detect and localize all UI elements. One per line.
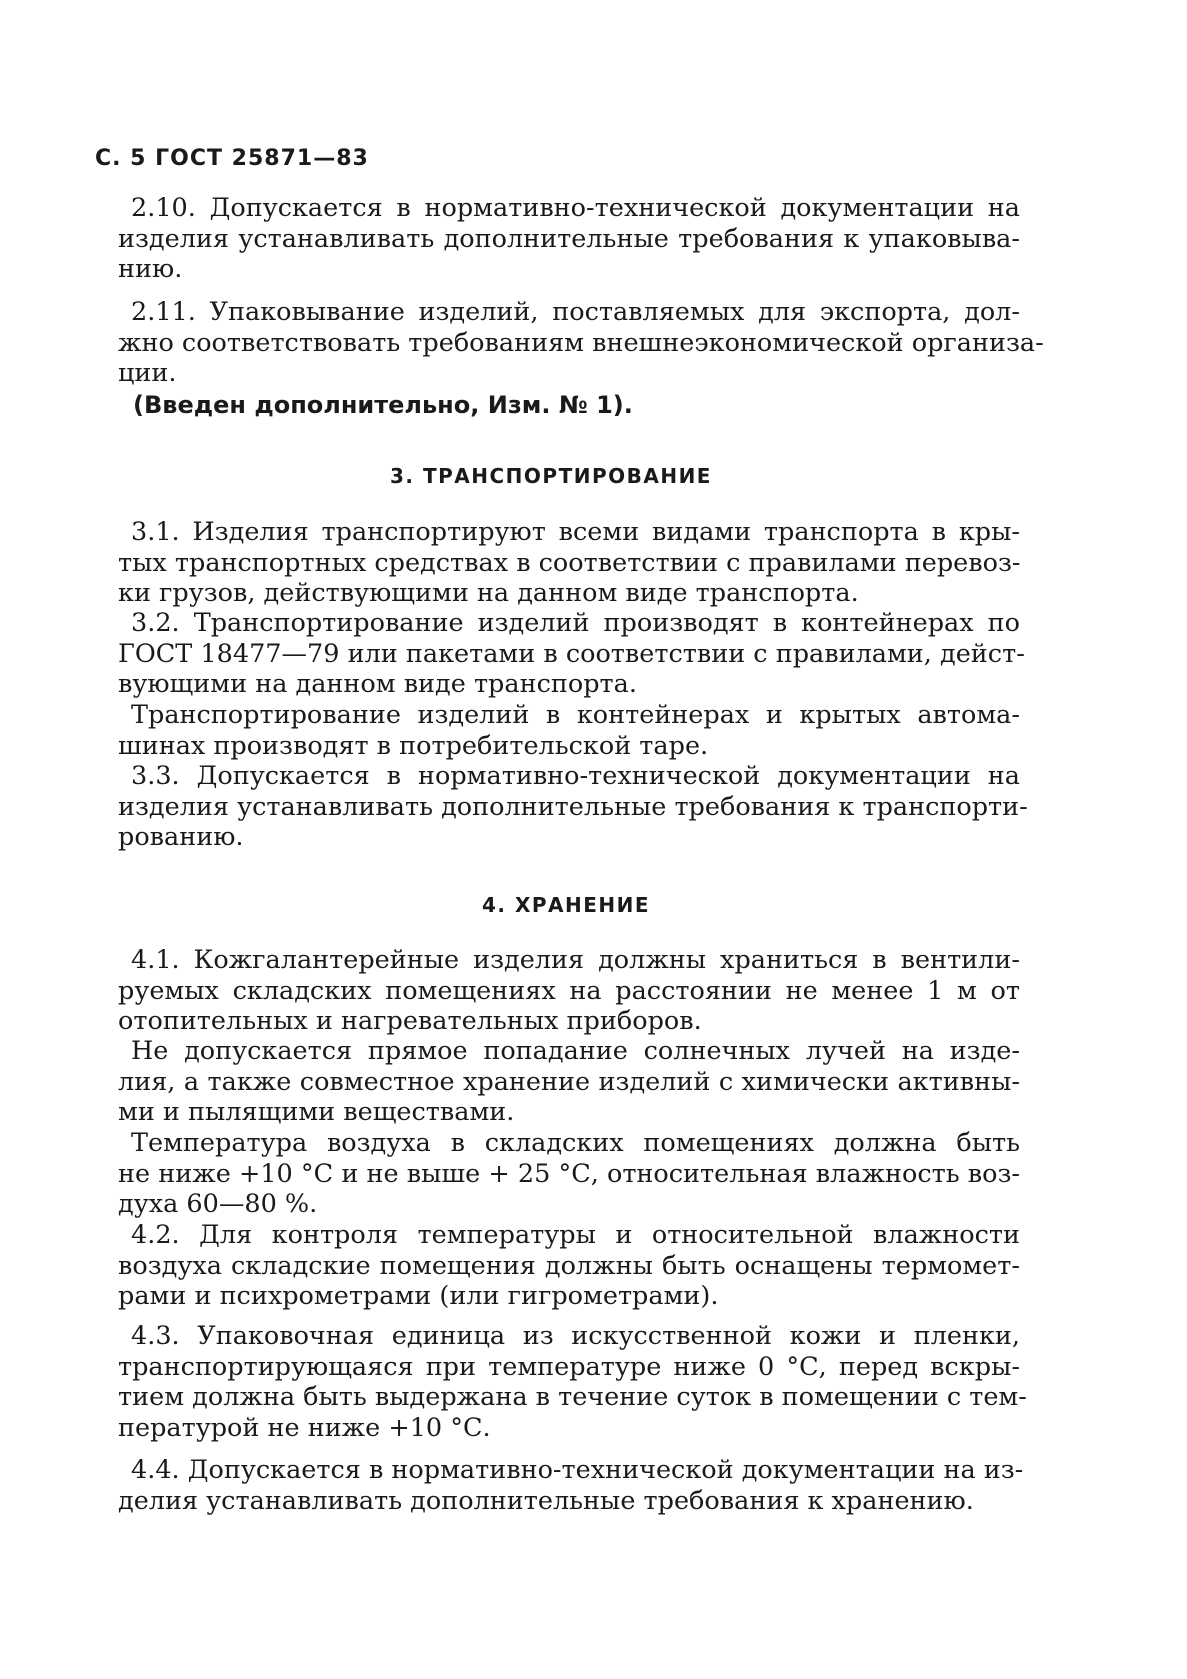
text-line: 2.11. Упаковывание изделий, поставляемых для экспорта, дол- bbox=[131, 297, 1020, 327]
text-line: изделия устанавливать дополнительные требования к транспорти- bbox=[118, 791, 1028, 822]
paragraph-4-1-temperature bbox=[118, 1128, 1020, 1220]
text-line: 3.3. Допускается в нормативно-технической документации на bbox=[131, 761, 1020, 791]
amendment-note: (Введен дополнительно, Изм. № 1). bbox=[133, 391, 633, 419]
paragraph-3-2-continued bbox=[118, 700, 1020, 761]
paragraph-3-2 bbox=[118, 608, 1025, 700]
text-line: нию. bbox=[118, 254, 183, 284]
text-line: делия устанавливать дополнительные требования к хранению. bbox=[118, 1485, 974, 1516]
paragraph-3-1 bbox=[118, 517, 1020, 609]
text-line: 2.10. Допускается в нормативно-технической документации на bbox=[131, 193, 1020, 223]
text-line: руемых складских помещениях на расстоянии не менее 1 м от bbox=[118, 975, 1020, 1006]
text-line: жно соответствовать требованиям внешнеэкономической организа- bbox=[118, 327, 1044, 358]
text-line: ки грузов, действующими на данном виде транспорта. bbox=[118, 578, 859, 608]
text-line: 4.4. Допускается в нормативно-технической документации на из- bbox=[131, 1455, 1024, 1485]
text-line: рованию. bbox=[118, 822, 244, 852]
section-title-storage: 4. ХРАНЕНИЕ bbox=[482, 893, 651, 917]
text-line: 3.2. Транспортирование изделий производят в контейнерах по bbox=[131, 608, 1020, 638]
text-line: тых транспортных средствах в соответствии с правилами перевоз- bbox=[118, 547, 1021, 578]
paragraph-4-1 bbox=[118, 945, 1020, 1037]
text-line: шинах производят в потребительской таре. bbox=[118, 730, 709, 761]
paragraph-4-2 bbox=[118, 1220, 1020, 1312]
text-line: Транспортирование изделий в контейнерах и крытых автома- bbox=[131, 700, 1020, 730]
paragraph-2-10 bbox=[118, 193, 1020, 285]
text-line: вующими на данном виде транспорта. bbox=[118, 669, 637, 699]
paragraph-4-1-sun bbox=[118, 1036, 1020, 1128]
text-line: рами и психрометрами (или гигрометрами). bbox=[118, 1281, 719, 1311]
paragraph-3-3 bbox=[118, 761, 1028, 853]
paragraph-4-3 bbox=[118, 1321, 1027, 1443]
paragraph-4-4 bbox=[118, 1455, 1024, 1516]
text-line: ции. bbox=[118, 358, 177, 388]
text-line: духа 60—80 %. bbox=[118, 1189, 318, 1219]
text-line: тием должна быть выдержана в течение суток в помещении с тем- bbox=[118, 1382, 1027, 1412]
paragraph-2-11 bbox=[118, 297, 1044, 389]
text-line: 4.3. Упаковочная единица из искусственной кожи и пленки, bbox=[131, 1321, 1020, 1351]
text-line: изделия устанавливать дополнительные требования к упаковыва- bbox=[118, 223, 1020, 254]
text-line: лия, а также совместное хранение изделий с химически активны- bbox=[118, 1066, 1020, 1097]
text-line: 3.1. Изделия транспортируют всеми видами транспорта в кры- bbox=[131, 517, 1020, 547]
text-line: отопительных и нагревательных приборов. bbox=[118, 1006, 702, 1036]
text-line: 4.1. Кожгалантерейные изделия должны храниться в вентили- bbox=[131, 945, 1020, 975]
text-line: пературой не ниже +10 °С. bbox=[118, 1412, 491, 1443]
text-line: ми и пылящими веществами. bbox=[118, 1097, 515, 1127]
text-line: 4.2. Для контроля температуры и относительной влажности bbox=[131, 1220, 1020, 1250]
text-line: не ниже +10 °С и не выше + 25 °С, относительная влажность воз- bbox=[118, 1158, 1020, 1189]
text-line: Температура воздуха в складских помещениях должна быть bbox=[131, 1128, 1020, 1158]
page-header: С. 5 ГОСТ 25871—83 bbox=[95, 146, 369, 171]
text-line: воздуха складские помещения должны быть оснащены термомет- bbox=[118, 1250, 1020, 1281]
text-line: транспортирующаяся при температуре ниже 0 °С, перед вскры- bbox=[118, 1351, 1020, 1382]
text-line: ГОСТ 18477—79 или пакетами в соответствии с правилами, дейст- bbox=[118, 638, 1025, 669]
section-title-transport: 3. ТРАНСПОРТИРОВАНИЕ bbox=[390, 464, 712, 488]
text-line: Не допускается прямое попадание солнечных лучей на изде- bbox=[131, 1036, 1020, 1066]
